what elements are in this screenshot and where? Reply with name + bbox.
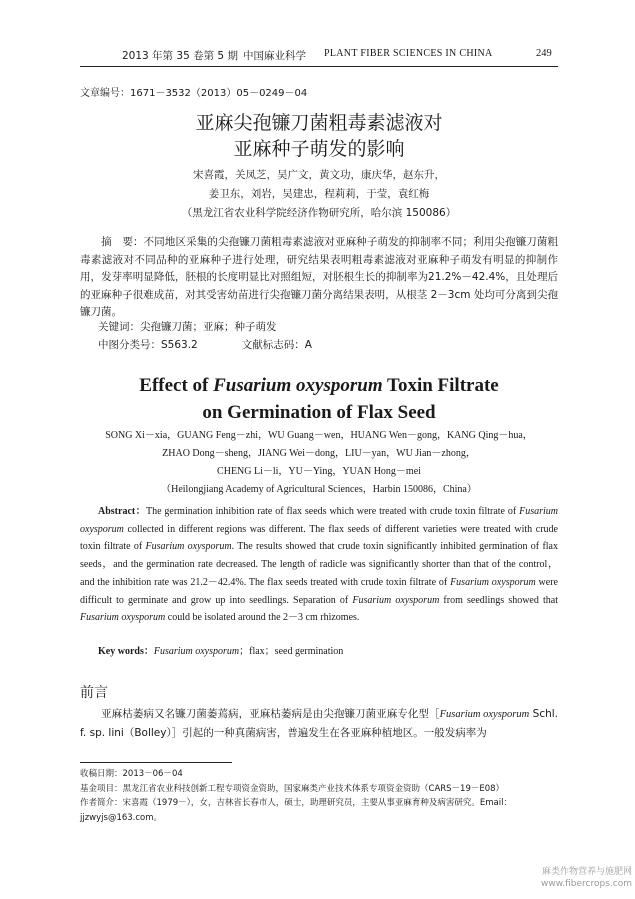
title-en-line-2: on Germination of Flax Seed	[202, 402, 436, 423]
abstract-en	[80, 503, 558, 627]
abstract-en-species: Fusarium oxysporum	[80, 506, 558, 535]
authors-en-line: CHENG Li－li，YU－Ying，YUAN Hong－mei	[217, 466, 421, 477]
footnote-rule	[80, 762, 232, 763]
abstract-en-text: . The results showed that crude toxin significantly inhibited germination of flax seeds，and the germination rate decreased. The length of radicle was significantly shorter than that of the control，and the inhibition rate was 21.2－42.4%. The flax seeds treated with crude toxin filtrate of	[80, 541, 558, 588]
abstract-en-text: were difficult to germinate and grow up into seedlings. Separation of	[80, 576, 558, 606]
title-en-line-1	[80, 372, 558, 399]
keywords-cn: 关键词：尖孢镰刀菌；亚麻；种子萌发	[98, 321, 277, 333]
affiliation-cn: （黑龙江省农业科学院经济作物研究所，哈尔滨 150086）	[181, 207, 457, 219]
authors-cn-line: 姜卫东，刘岩，吴建忠，程莉莉，于莹，袁红梅	[208, 188, 430, 200]
affiliation-en: （Heilongjiang Academy of Agricultural Sciences，Harbin 150086，China）	[161, 484, 477, 495]
footnote-funding: 基金项目：黑龙江省农业科技创新工程专项资金资助，国家麻类产业技术体系专项资金资助（CARS－19－E08）	[80, 783, 505, 794]
title-en-species: Fusarium oxysporum	[213, 375, 383, 396]
abstract-en-text: The germination inhibition rate of flax seeds which were treated with crude toxin filtrate of	[145, 506, 520, 517]
intro-text: 亚麻枯萎病又名镰刀菌萎蔫病，亚麻枯萎病是由尖孢镰刀菌亚麻专化型［	[101, 708, 440, 720]
page-number: 249	[536, 48, 552, 59]
footnote-received: 收稿日期：2013－06－04	[80, 769, 183, 779]
header-rule	[80, 66, 558, 67]
intro-text: Schl. f. sp. lini（Bolley）］引起的一种真菌病害，普遍发生在各亚麻种植地区。一般发病率为	[80, 708, 558, 739]
title-en-text: Toxin Filtrate	[382, 375, 499, 396]
watermark	[472, 866, 632, 890]
journal-name-cn: 中国麻业科学	[243, 50, 306, 62]
footnotes	[80, 767, 558, 825]
issue-info: 2013 年第 35 卷第 5 期	[122, 50, 238, 62]
clc-code: S563.2	[161, 339, 198, 351]
doc-code-label: 文献标志码：	[241, 339, 305, 351]
abstract-en-label: Abstract：	[98, 506, 146, 517]
abstract-cn-text: 不同地区采集的尖孢镰刀菌粗毒素滤液对亚麻种子萌发的抑制率不同；利用尖孢镰刀菌粗毒素滤液对不同品种的亚麻种子进行处理，研究结果表明粗毒素滤液对亚麻种子萌发有明显的抑制作用，发芽率明显降低，胚根的长度明显比对照组短，对胚根生长的抑制率为21.2%－42.4%，且处理后的亚麻种子很难成苗，对其受害幼苗进行尖孢镰刀菌分离结果表明，从根茎 2－3cm 处均可分离到尖孢镰刀菌。	[80, 236, 558, 318]
title-en-text: Effect of	[139, 375, 214, 396]
intro-species: Fusarium oxysporum	[439, 709, 530, 720]
title-cn-line: 亚麻尖孢镰刀菌粗毒素滤液对	[195, 112, 443, 134]
abstract-cn-label: 摘 要：	[101, 236, 144, 248]
abstract-en-text: collected in different regions was different. The flax seeds of different varieties were treated with crude toxin filtrate of	[80, 523, 558, 553]
footnote-author: 作者简介：宋喜霞（1979－），女，吉林省长春市人，硕士，助理研究员，主要从事亚麻育种及病害研究。Email：jjzwyjs@163.com。	[80, 798, 512, 823]
keywords-en-label: Key words：	[98, 646, 154, 657]
title-en	[80, 372, 558, 426]
authors-en-line: ZHAO Dong－sheng，JIANG Wei－dong，LIU－yan，WU Jian－zhong，	[162, 448, 476, 459]
authors-cn-line: 宋喜霞，关凤芝，吴广文，黄文功，康庆华，赵东升，	[193, 169, 445, 181]
title-cn	[80, 110, 558, 162]
classification	[98, 337, 312, 352]
doc-code: A	[304, 339, 312, 351]
authors-en	[80, 427, 558, 499]
abstract-cn	[80, 234, 558, 322]
abstract-en-text: could be isolated around the 2－3 cm rhizomes.	[165, 612, 360, 624]
watermark-cn: 麻类作物营养与施肥网	[541, 867, 632, 877]
intro-paragraph	[80, 705, 558, 742]
keywords-en-rest: ；flax；seed germination	[239, 646, 344, 657]
abstract-en-species: Fusarium oxysporum	[80, 612, 166, 624]
authors-en-line: SONG Xi－xia，GUANG Feng－zhi，WU Guang－wen，HUANG Wen－gong，KANG Qing－hua，	[105, 430, 533, 441]
section-heading: 前言	[80, 685, 108, 701]
keywords-en	[98, 642, 343, 657]
journal-name-en: PLANT FIBER SCIENCES IN CHINA	[324, 48, 493, 59]
article-number: 文章编号：1671－3532（2013）05－0249－04	[80, 88, 308, 99]
title-cn-line: 亚麻种子萌发的影响	[233, 138, 405, 160]
running-header	[80, 46, 558, 64]
watermark-url: www.fibercrops.com	[541, 879, 632, 889]
authors-cn	[80, 166, 558, 223]
abstract-en-species: Fusarium oxysporum	[450, 576, 536, 588]
abstract-en-species: Fusarium oxysporum	[352, 594, 440, 606]
abstract-en-species: Fusarium oxysporum	[145, 541, 232, 553]
keywords-en-species: Fusarium oxysporum	[153, 646, 240, 657]
abstract-en-text: from seedlings showed that	[439, 594, 558, 606]
clc-label: 中图分类号：	[98, 339, 161, 351]
